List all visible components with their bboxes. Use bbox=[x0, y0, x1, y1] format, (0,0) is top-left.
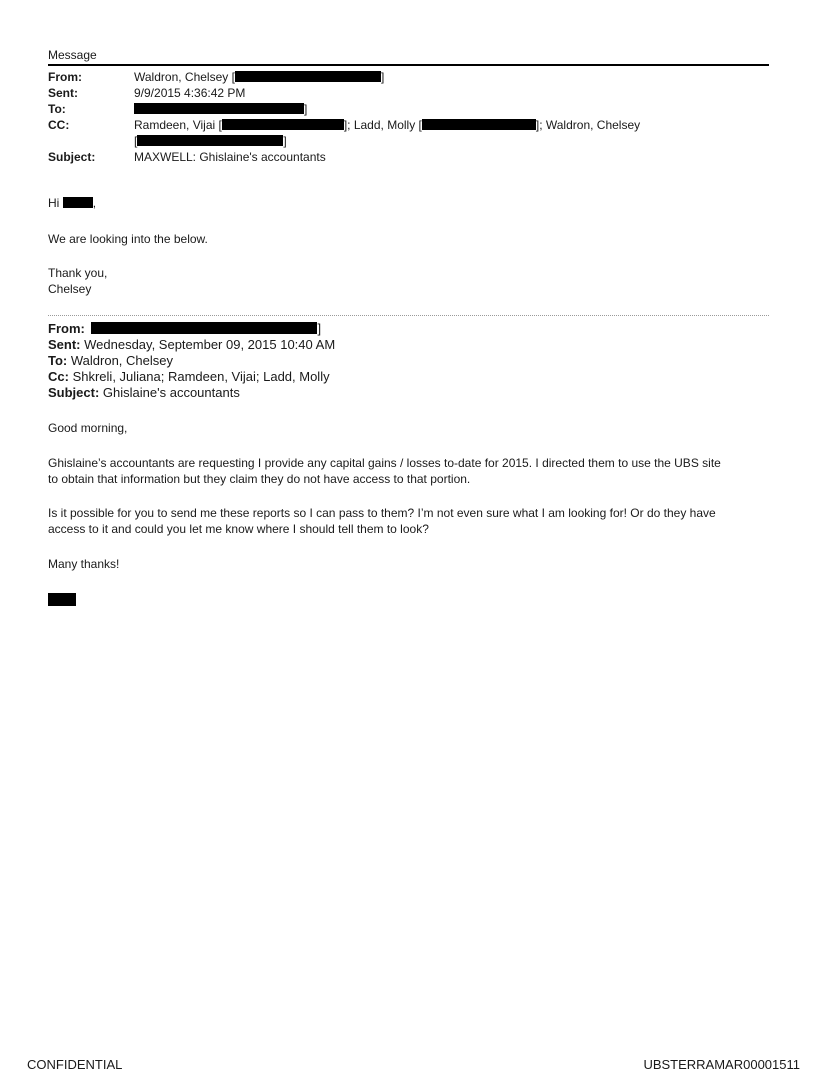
sent-value: 9/9/2015 4:36:42 PM bbox=[134, 86, 246, 100]
redaction-block bbox=[422, 119, 536, 130]
cc-part1: Ramdeen, Vijai [ bbox=[134, 118, 222, 132]
reply-greeting bbox=[48, 195, 773, 211]
fwd-cc-value: Shkreli, Juliana; Ramdeen, Vijai; Ladd, Molly bbox=[72, 369, 330, 384]
fwd-sent-value: Wednesday, September 09, 2015 10:40 AM bbox=[84, 337, 336, 352]
fwd-from-row bbox=[48, 321, 321, 336]
redaction-block bbox=[222, 119, 344, 130]
fwd-subject-row bbox=[48, 385, 240, 400]
fwd-paragraph-1-line-1: Ghislaine’s accountants are requesting I provide any capital gains / losses to-date for 2015. I directed them to use the UBS site bbox=[48, 456, 721, 470]
redaction-block bbox=[48, 593, 76, 606]
fwd-paragraph-2-line-1: Is it possible for you to send me these reports so I can pass to them? I’m not even sure what I am looking for! Or do they have bbox=[48, 506, 716, 520]
from-value: Waldron, Chelsey [ bbox=[134, 70, 235, 84]
fwd-subject-label: Subject: bbox=[48, 385, 100, 400]
subject-label: Subject: bbox=[48, 150, 96, 164]
fwd-paragraph-2-line-2: access to it and could you let me know where I should tell them to look? bbox=[48, 522, 429, 536]
from-label: From: bbox=[48, 70, 82, 84]
from-close: ] bbox=[380, 70, 385, 84]
cc-line2-close: ] bbox=[283, 134, 287, 148]
fwd-from-label: From: bbox=[48, 321, 85, 336]
redaction-block bbox=[235, 71, 381, 82]
fwd-from-close: ] bbox=[317, 321, 322, 336]
reply-signoff-1: Thank you, bbox=[48, 266, 108, 280]
cc-part2: ]; Ladd, Molly [ bbox=[343, 118, 422, 132]
header-rule bbox=[48, 64, 769, 66]
fwd-cc-label: Cc: bbox=[48, 369, 69, 384]
sent-label: Sent: bbox=[48, 86, 78, 100]
fwd-closing: Many thanks! bbox=[48, 557, 120, 571]
to-close: ] bbox=[304, 102, 308, 116]
greeting-suffix: , bbox=[92, 196, 97, 210]
message-label: Message bbox=[48, 48, 97, 62]
redaction-block bbox=[137, 135, 283, 146]
fwd-to-label: To: bbox=[48, 353, 68, 368]
fwd-to-row bbox=[48, 353, 173, 368]
reply-signoff-2: Chelsey bbox=[48, 282, 92, 296]
fwd-cc-row bbox=[48, 369, 330, 384]
fwd-to-value: Waldron, Chelsey bbox=[70, 353, 173, 368]
footer-confidential: CONFIDENTIAL bbox=[27, 1057, 123, 1072]
fwd-greeting: Good morning, bbox=[48, 421, 128, 435]
footer-bates-number: UBSTERRAMAR00001511 bbox=[643, 1057, 800, 1072]
cc-line2-open: [ bbox=[134, 134, 138, 148]
cc-label: CC: bbox=[48, 118, 70, 132]
fwd-sent-row bbox=[48, 337, 335, 352]
to-label: To: bbox=[48, 102, 66, 116]
cc-part3: ]; Waldron, Chelsey bbox=[535, 118, 641, 132]
greeting-prefix: Hi bbox=[48, 196, 60, 210]
subject-value: MAXWELL: Ghislaine's accountants bbox=[134, 150, 326, 164]
reply-line-1: We are looking into the below. bbox=[48, 232, 208, 246]
redaction-block bbox=[91, 322, 317, 334]
fwd-paragraph-1-line-2: to obtain that information but they claim they do not have access to that portion. bbox=[48, 472, 471, 486]
redaction-block bbox=[63, 197, 93, 208]
message-separator bbox=[48, 315, 769, 316]
fwd-subject-value: Ghislaine's accountants bbox=[102, 385, 240, 400]
redaction-block bbox=[134, 103, 304, 114]
fwd-sent-label: Sent: bbox=[48, 337, 81, 352]
